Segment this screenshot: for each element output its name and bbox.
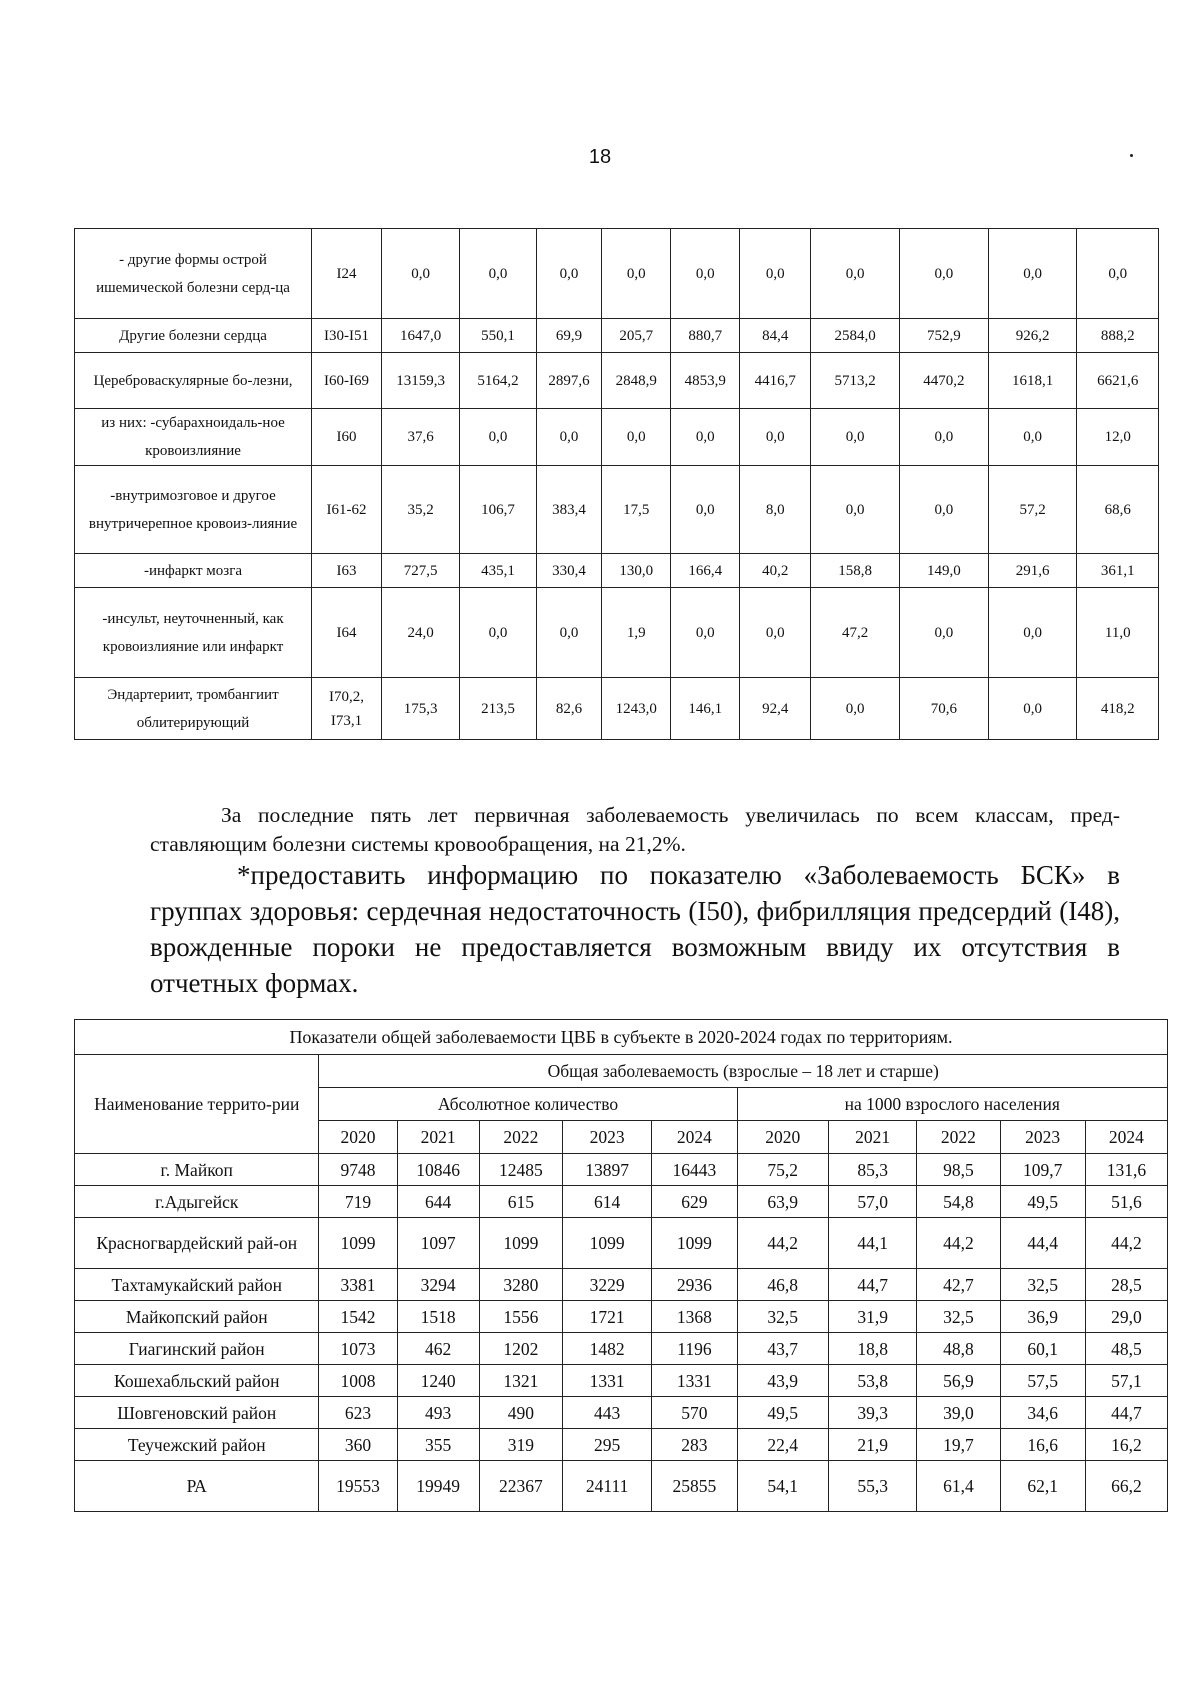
value-cell: 1243,0 xyxy=(602,678,671,740)
value-cell: 1368 xyxy=(652,1301,737,1333)
value-cell: 24111 xyxy=(562,1461,651,1512)
table-row xyxy=(75,1397,1168,1429)
table-row xyxy=(75,1218,1168,1269)
value-cell: 2936 xyxy=(652,1269,737,1301)
value-cell: 418,2 xyxy=(1077,678,1159,740)
value-cell: 18,8 xyxy=(828,1333,916,1365)
value-cell: 55,3 xyxy=(828,1461,916,1512)
value-cell: 42,7 xyxy=(917,1269,1000,1301)
col-territory-header: Наименование террито-рии xyxy=(75,1055,319,1154)
icd-code: I60-I69 xyxy=(312,353,382,409)
value-cell: 1099 xyxy=(562,1218,651,1269)
value-cell: 54,1 xyxy=(737,1461,828,1512)
value-cell: 175,3 xyxy=(382,678,460,740)
disease-name: -инфаркт мозга xyxy=(75,554,312,588)
value-cell: 0,0 xyxy=(988,229,1077,319)
value-cell: 0,0 xyxy=(1077,229,1159,319)
value-cell: 63,9 xyxy=(737,1186,828,1218)
value-cell: 44,4 xyxy=(1000,1218,1085,1269)
value-cell: 355 xyxy=(397,1429,479,1461)
value-cell: 131,6 xyxy=(1085,1154,1167,1186)
value-cell: 10846 xyxy=(397,1154,479,1186)
value-cell: 0,0 xyxy=(740,229,811,319)
value-cell: 727,5 xyxy=(382,554,460,588)
value-cell: 926,2 xyxy=(988,319,1077,353)
value-cell: 493 xyxy=(397,1397,479,1429)
value-cell: 70,6 xyxy=(899,678,988,740)
value-cell: 109,7 xyxy=(1000,1154,1085,1186)
value-cell: 0,0 xyxy=(602,229,671,319)
territory-name: Гиагинский район xyxy=(75,1333,319,1365)
icd-code: I64 xyxy=(312,588,382,678)
value-cell: 44,7 xyxy=(828,1269,916,1301)
value-cell: 3280 xyxy=(479,1269,562,1301)
value-cell: 1618,1 xyxy=(988,353,1077,409)
value-cell: 16,2 xyxy=(1085,1429,1167,1461)
value-cell: 1099 xyxy=(319,1218,397,1269)
value-cell: 48,5 xyxy=(1085,1333,1167,1365)
value-cell: 3294 xyxy=(397,1269,479,1301)
value-cell: 22,4 xyxy=(737,1429,828,1461)
value-cell: 2897,6 xyxy=(536,353,602,409)
value-cell: 49,5 xyxy=(1000,1186,1085,1218)
year-header: 2021 xyxy=(397,1121,479,1154)
value-cell: 2584,0 xyxy=(811,319,900,353)
value-cell: 9748 xyxy=(319,1154,397,1186)
value-cell: 44,2 xyxy=(1085,1218,1167,1269)
value-cell: 490 xyxy=(479,1397,562,1429)
value-cell: 37,6 xyxy=(382,409,460,466)
scan-speck xyxy=(1130,154,1133,157)
table-row xyxy=(75,409,1159,466)
disease-name: Эндартериит, тромбангиит облитерирующий xyxy=(75,678,312,740)
value-cell: 0,0 xyxy=(671,409,740,466)
value-cell: 5164,2 xyxy=(460,353,536,409)
disease-name: -внутримозговое и другое внутричерепное кровоиз-лияние xyxy=(75,466,312,554)
territory-name: Майкопский район xyxy=(75,1301,319,1333)
icd-code: I63 xyxy=(312,554,382,588)
year-header: 2020 xyxy=(737,1121,828,1154)
value-cell: 361,1 xyxy=(1077,554,1159,588)
value-cell: 60,1 xyxy=(1000,1333,1085,1365)
value-cell: 22367 xyxy=(479,1461,562,1512)
value-cell: 295 xyxy=(562,1429,651,1461)
table-row xyxy=(75,554,1159,588)
value-cell: 57,0 xyxy=(828,1186,916,1218)
territory-name: Красногвардейский рай-он xyxy=(75,1218,319,1269)
icd-code: I24 xyxy=(312,229,382,319)
value-cell: 1202 xyxy=(479,1333,562,1365)
value-cell: 44,2 xyxy=(917,1218,1000,1269)
value-cell: 36,9 xyxy=(1000,1301,1085,1333)
value-cell: 12485 xyxy=(479,1154,562,1186)
value-cell: 53,8 xyxy=(828,1365,916,1397)
value-cell: 25855 xyxy=(652,1461,737,1512)
value-cell: 0,0 xyxy=(671,229,740,319)
value-cell: 32,5 xyxy=(1000,1269,1085,1301)
icd-code: I61-62 xyxy=(312,466,382,554)
value-cell: 46,8 xyxy=(737,1269,828,1301)
table-row xyxy=(75,466,1159,554)
value-cell: 6621,6 xyxy=(1077,353,1159,409)
value-cell: 1331 xyxy=(652,1365,737,1397)
territory-name: Тахтамукайский район xyxy=(75,1269,319,1301)
table-row xyxy=(75,588,1159,678)
value-cell: 75,2 xyxy=(737,1154,828,1186)
paragraph-note: *предоставить информацию по показателю «Заболеваемость БСК» в группах здоровья: сердечная недостаточность (I50), фибрилляция предсердий (I48), врожденные пороки не предоставляется возможным ввиду их отсутствия в отчетных формах. xyxy=(150,860,1120,998)
value-cell: 68,6 xyxy=(1077,466,1159,554)
sub-header-absolute: Абсолютное количество xyxy=(319,1088,737,1121)
value-cell: 0,0 xyxy=(988,678,1077,740)
value-cell: 888,2 xyxy=(1077,319,1159,353)
value-cell: 0,0 xyxy=(602,409,671,466)
table-row xyxy=(75,229,1159,319)
value-cell: 17,5 xyxy=(602,466,671,554)
value-cell: 1518 xyxy=(397,1301,479,1333)
value-cell: 32,5 xyxy=(737,1301,828,1333)
value-cell: 462 xyxy=(397,1333,479,1365)
value-cell: 0,0 xyxy=(460,409,536,466)
table-row xyxy=(75,1186,1168,1218)
value-cell: 39,3 xyxy=(828,1397,916,1429)
value-cell: 19,7 xyxy=(917,1429,1000,1461)
value-cell: 1331 xyxy=(562,1365,651,1397)
value-cell: 92,4 xyxy=(740,678,811,740)
value-cell: 51,6 xyxy=(1085,1186,1167,1218)
value-cell: 0,0 xyxy=(811,409,900,466)
value-cell: 1321 xyxy=(479,1365,562,1397)
value-cell: 21,9 xyxy=(828,1429,916,1461)
disease-name: Цереброваскулярные бо-лезни, xyxy=(75,353,312,409)
value-cell: 44,2 xyxy=(737,1218,828,1269)
value-cell: 28,5 xyxy=(1085,1269,1167,1301)
value-cell: 5713,2 xyxy=(811,353,900,409)
value-cell: 0,0 xyxy=(671,466,740,554)
value-cell: 752,9 xyxy=(899,319,988,353)
value-cell: 1556 xyxy=(479,1301,562,1333)
icd-code: I60 xyxy=(312,409,382,466)
value-cell: 283 xyxy=(652,1429,737,1461)
group-header: Общая заболеваемость (взрослые – 18 лет и старше) xyxy=(319,1055,1168,1088)
territory-name: г.Адыгейск xyxy=(75,1186,319,1218)
value-cell: 0,0 xyxy=(899,588,988,678)
paragraph-summary: За последние пять лет первичная заболеваемость увеличилась по всем классам, пред-ставляющим болезни системы кровообращения, на 21,2%. xyxy=(150,803,1120,856)
value-cell: 57,1 xyxy=(1085,1365,1167,1397)
sub-header-rate: на 1000 взрослого населения xyxy=(737,1088,1167,1121)
value-cell: 98,5 xyxy=(917,1154,1000,1186)
value-cell: 0,0 xyxy=(988,588,1077,678)
value-cell: 0,0 xyxy=(899,466,988,554)
table-row xyxy=(75,1269,1168,1301)
value-cell: 32,5 xyxy=(917,1301,1000,1333)
value-cell: 62,1 xyxy=(1000,1461,1085,1512)
value-cell: 47,2 xyxy=(811,588,900,678)
value-cell: 213,5 xyxy=(460,678,536,740)
value-cell: 0,0 xyxy=(460,588,536,678)
value-cell: 130,0 xyxy=(602,554,671,588)
value-cell: 0,0 xyxy=(899,409,988,466)
value-cell: 0,0 xyxy=(811,229,900,319)
value-cell: 550,1 xyxy=(460,319,536,353)
value-cell: 35,2 xyxy=(382,466,460,554)
value-cell: 0,0 xyxy=(740,588,811,678)
value-cell: 12,0 xyxy=(1077,409,1159,466)
year-header: 2021 xyxy=(828,1121,916,1154)
value-cell: 40,2 xyxy=(740,554,811,588)
table-row xyxy=(75,319,1159,353)
value-cell: 360 xyxy=(319,1429,397,1461)
table-row xyxy=(75,678,1159,740)
value-cell: 4470,2 xyxy=(899,353,988,409)
value-cell: 1099 xyxy=(479,1218,562,1269)
value-cell: 13897 xyxy=(562,1154,651,1186)
value-cell: 44,1 xyxy=(828,1218,916,1269)
table-row xyxy=(75,1154,1168,1186)
territory-name: Теучежский район xyxy=(75,1429,319,1461)
value-cell: 149,0 xyxy=(899,554,988,588)
table-row xyxy=(75,1301,1168,1333)
table-row xyxy=(75,1461,1168,1512)
value-cell: 4416,7 xyxy=(740,353,811,409)
value-cell: 615 xyxy=(479,1186,562,1218)
value-cell: 11,0 xyxy=(1077,588,1159,678)
year-header: 2023 xyxy=(562,1121,651,1154)
value-cell: 43,7 xyxy=(737,1333,828,1365)
disease-name: Другие болезни сердца xyxy=(75,319,312,353)
year-header: 2024 xyxy=(1085,1121,1167,1154)
territory-name: Кошехабльский район xyxy=(75,1365,319,1397)
value-cell: 0,0 xyxy=(899,229,988,319)
value-cell: 614 xyxy=(562,1186,651,1218)
value-cell: 57,2 xyxy=(988,466,1077,554)
value-cell: 1647,0 xyxy=(382,319,460,353)
value-cell: 4853,9 xyxy=(671,353,740,409)
value-cell: 2848,9 xyxy=(602,353,671,409)
table2-title: Показатели общей заболеваемости ЦВБ в субъекте в 2020-2024 годах по территориям. xyxy=(75,1020,1168,1055)
value-cell: 0,0 xyxy=(536,588,602,678)
year-header: 2022 xyxy=(917,1121,1000,1154)
value-cell: 84,4 xyxy=(740,319,811,353)
value-cell: 0,0 xyxy=(811,466,900,554)
value-cell: 1240 xyxy=(397,1365,479,1397)
value-cell: 330,4 xyxy=(536,554,602,588)
value-cell: 880,7 xyxy=(671,319,740,353)
value-cell: 54,8 xyxy=(917,1186,1000,1218)
value-cell: 1097 xyxy=(397,1218,479,1269)
year-header: 2024 xyxy=(652,1121,737,1154)
disease-name: -инсульт, неуточненный, как кровоизлияние или инфаркт xyxy=(75,588,312,678)
value-cell: 66,2 xyxy=(1085,1461,1167,1512)
value-cell: 39,0 xyxy=(917,1397,1000,1429)
value-cell: 629 xyxy=(652,1186,737,1218)
disease-name: - другие формы острой ишемической болезни серд-ца xyxy=(75,229,312,319)
value-cell: 1008 xyxy=(319,1365,397,1397)
icd-code: I30-I51 xyxy=(312,319,382,353)
value-cell: 644 xyxy=(397,1186,479,1218)
value-cell: 19949 xyxy=(397,1461,479,1512)
value-cell: 0,0 xyxy=(460,229,536,319)
value-cell: 49,5 xyxy=(737,1397,828,1429)
value-cell: 443 xyxy=(562,1397,651,1429)
value-cell: 13159,3 xyxy=(382,353,460,409)
value-cell: 31,9 xyxy=(828,1301,916,1333)
value-cell: 205,7 xyxy=(602,319,671,353)
table-row xyxy=(75,1365,1168,1397)
value-cell: 0,0 xyxy=(740,409,811,466)
table-row xyxy=(75,353,1159,409)
value-cell: 623 xyxy=(319,1397,397,1429)
value-cell: 1482 xyxy=(562,1333,651,1365)
value-cell: 0,0 xyxy=(536,229,602,319)
value-cell: 106,7 xyxy=(460,466,536,554)
value-cell: 570 xyxy=(652,1397,737,1429)
table-row xyxy=(75,1333,1168,1365)
territory-name: Шовгеновский район xyxy=(75,1397,319,1429)
value-cell: 1099 xyxy=(652,1218,737,1269)
disease-name: из них: -субарахноидаль-ное кровоизлияние xyxy=(75,409,312,466)
value-cell: 719 xyxy=(319,1186,397,1218)
value-cell: 435,1 xyxy=(460,554,536,588)
value-cell: 16,6 xyxy=(1000,1429,1085,1461)
territory-name: РА xyxy=(75,1461,319,1512)
year-header: 2023 xyxy=(1000,1121,1085,1154)
value-cell: 16443 xyxy=(652,1154,737,1186)
value-cell: 1,9 xyxy=(602,588,671,678)
value-cell: 0,0 xyxy=(536,409,602,466)
value-cell: 82,6 xyxy=(536,678,602,740)
value-cell: 48,8 xyxy=(917,1333,1000,1365)
value-cell: 44,7 xyxy=(1085,1397,1167,1429)
value-cell: 56,9 xyxy=(917,1365,1000,1397)
bsk-incidence-table-continued xyxy=(74,228,1159,740)
value-cell: 146,1 xyxy=(671,678,740,740)
value-cell: 61,4 xyxy=(917,1461,1000,1512)
cvd-territory-table xyxy=(74,1019,1168,1512)
value-cell: 1073 xyxy=(319,1333,397,1365)
value-cell: 1542 xyxy=(319,1301,397,1333)
territory-name: г. Майкоп xyxy=(75,1154,319,1186)
value-cell: 0,0 xyxy=(811,678,900,740)
value-cell: 3229 xyxy=(562,1269,651,1301)
year-header: 2020 xyxy=(319,1121,397,1154)
icd-code: I70,2, I73,1 xyxy=(312,678,382,740)
value-cell: 8,0 xyxy=(740,466,811,554)
page-number: 18 xyxy=(588,146,612,168)
value-cell: 1196 xyxy=(652,1333,737,1365)
value-cell: 43,9 xyxy=(737,1365,828,1397)
value-cell: 166,4 xyxy=(671,554,740,588)
value-cell: 69,9 xyxy=(536,319,602,353)
value-cell: 291,6 xyxy=(988,554,1077,588)
value-cell: 0,0 xyxy=(988,409,1077,466)
value-cell: 19553 xyxy=(319,1461,397,1512)
value-cell: 158,8 xyxy=(811,554,900,588)
value-cell: 85,3 xyxy=(828,1154,916,1186)
value-cell: 1721 xyxy=(562,1301,651,1333)
value-cell: 319 xyxy=(479,1429,562,1461)
value-cell: 3381 xyxy=(319,1269,397,1301)
value-cell: 0,0 xyxy=(382,229,460,319)
value-cell: 57,5 xyxy=(1000,1365,1085,1397)
value-cell: 24,0 xyxy=(382,588,460,678)
value-cell: 29,0 xyxy=(1085,1301,1167,1333)
table-row xyxy=(75,1429,1168,1461)
year-header: 2022 xyxy=(479,1121,562,1154)
value-cell: 383,4 xyxy=(536,466,602,554)
value-cell: 0,0 xyxy=(671,588,740,678)
value-cell: 34,6 xyxy=(1000,1397,1085,1429)
